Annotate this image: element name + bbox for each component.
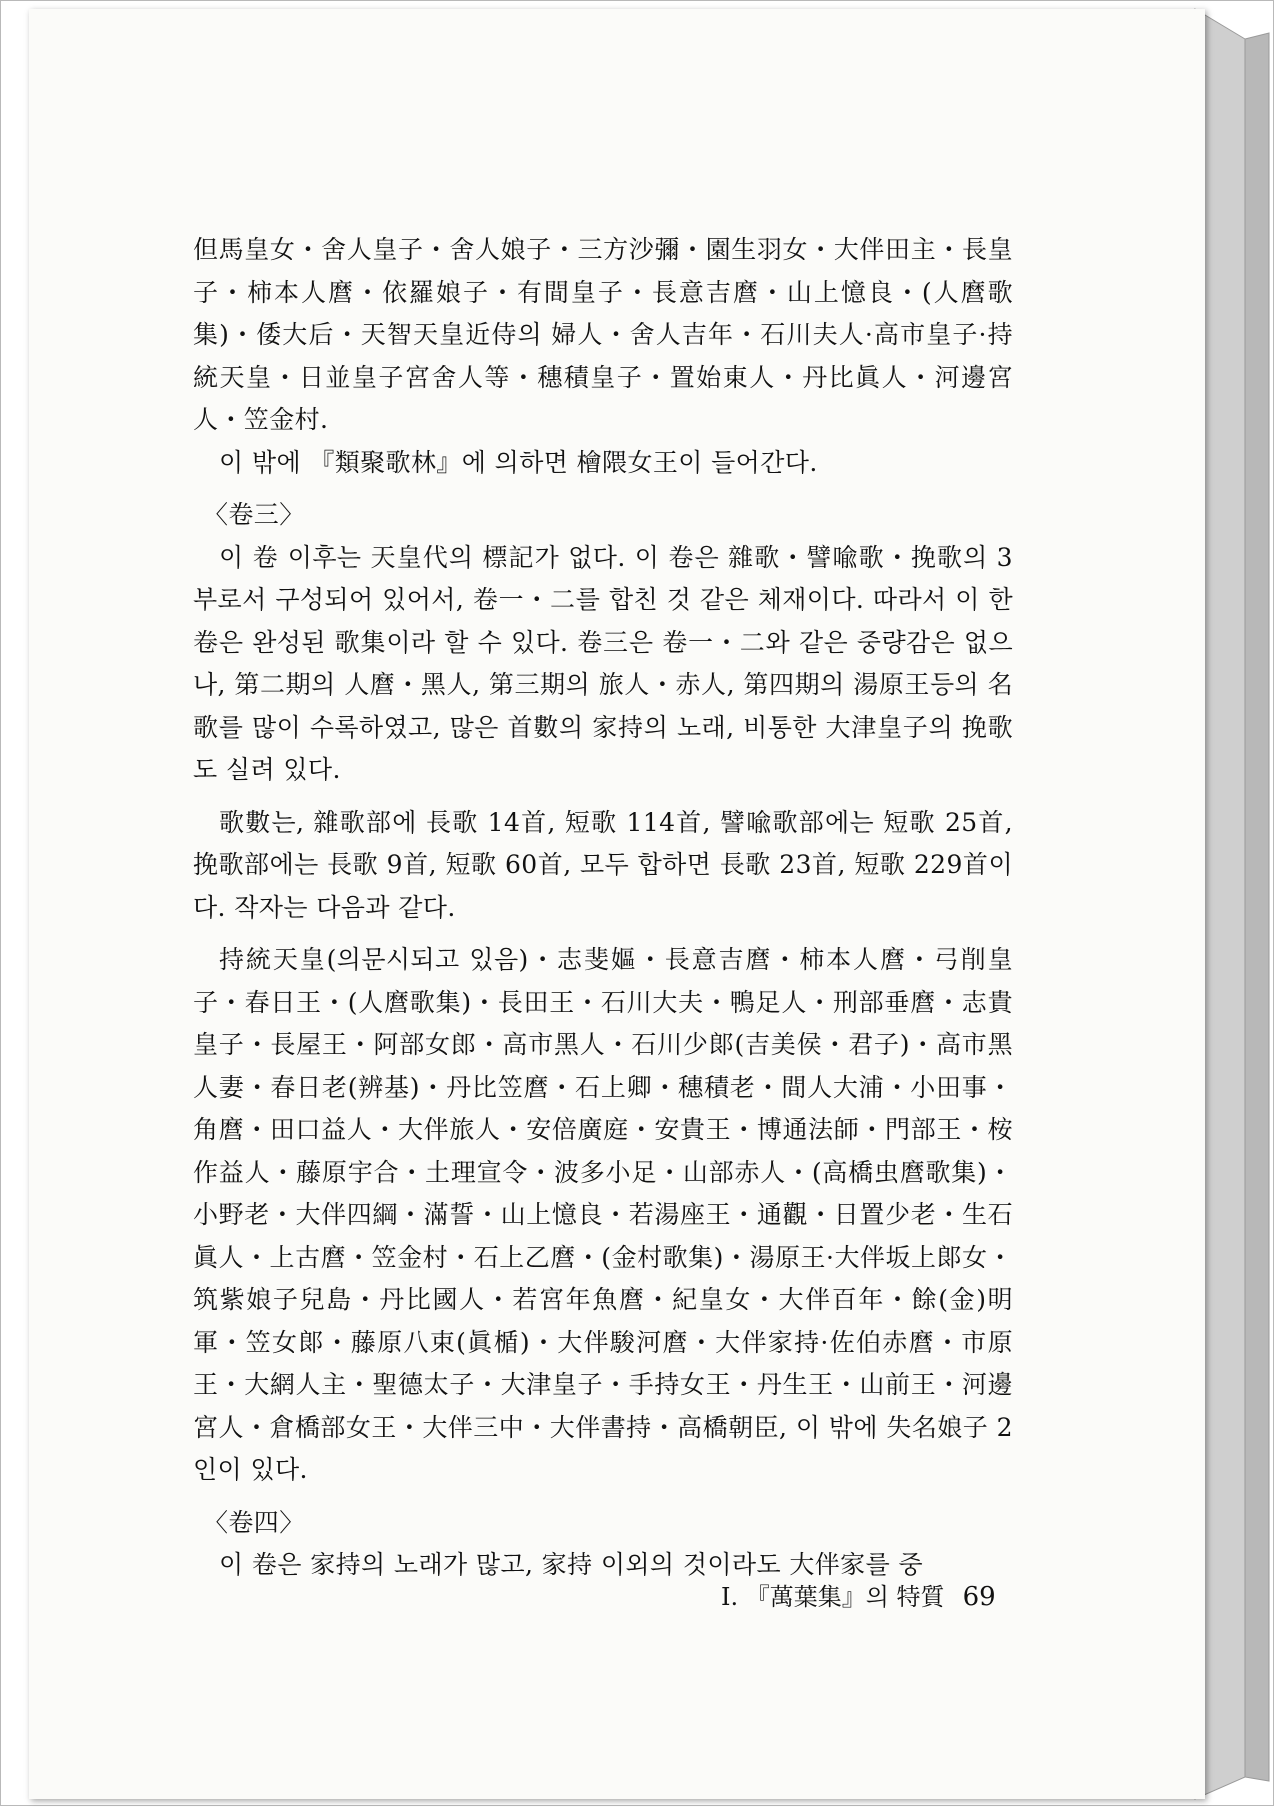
paragraph-author-list-vol2: 但馬皇女・舍人皇子・舍人娘子・三方沙彌・園生羽女・大伴田主・長皇子・柿本人麿・依羅娘子・有間皇子・長意吉麿・山上憶良・(人麿歌集)・倭大后・天智天皇近侍의 婦人・舍人吉年・石川夫人·高市皇子·持統天皇・日並皇子宮舍人等・穗積皇子・置始東人・丹比眞人・河邊宮人・笠金村. bbox=[193, 235, 1013, 434]
body-text bbox=[193, 229, 1013, 1587]
paragraph-author-list-vol3: 持統天皇(의문시되고 있음)・志斐嫗・長意吉麿・柿本人麿・弓削皇子・春日王・(人麿歌集)・長田王・石川大夫・鴨足人・刑部垂麿・志貴皇子・長屋王・阿部女郎・高市黑人・石川少郞(吉美侯・君子)・高市黑人妻・春日老(辨基)・丹比笠麿・石上卿・穗積老・間人大浦・小田事・角麿・田口益人・大伴旅人・安倍廣庭・安貴王・博通法師・門部王・桉作益人・藤原宇合・土理宣令・波多小足・山部赤人・(高橋虫麿歌集)・小野老・大伴四綱・滿誓・山上憶良・若湯座王・通觀・日置少老・生石眞人・上古麿・笠金村・石上乙麿・(金村歌集)・湯原王·大伴坂上郞女・筑紫娘子兒島・丹比國人・若宮年魚麿・紀皇女・大伴百年・餘(金)明軍・笠女郞・藤原八束(眞楯)・大伴駿河麿・大伴家持·佐伯赤麿・市原王・大網人主・聖德太子・大津皇子・手持女王・丹生王・山前王・河邊宮人・倉橋部女王・大伴三中・大伴書持・高橋朝臣, 이 밖에 失名娘子 2인이 있다. bbox=[193, 945, 1013, 1484]
heading-volume-3: 〈卷三〉 bbox=[203, 500, 305, 529]
paragraph-volume-3-song-counts: 歌數는, 雜歌部에 長歌 14首, 短歌 114首, 譬喩歌部에는 短歌 25首, 挽歌部에는 長歌 9首, 短歌 60首, 모두 합하면 長歌 23首, 短歌 229首이다. 작자는 다음과 같다. bbox=[193, 807, 1013, 922]
heading-volume-4: 〈卷四〉 bbox=[203, 1507, 305, 1537]
paragraph-ruijukarin-note: 이 밖에 『類聚歌林』에 의하면 檜隈女王이 들어간다. bbox=[219, 447, 818, 477]
paragraph-volume-3-description: 이 卷 이후는 天皇代의 標記가 없다. 이 卷은 雜歌・譬喩歌・挽歌의 3부로서 구성되어 있어서, 卷一・二를 합친 것 같은 체재이다. 따라서 이 한 卷은 완성된 歌集이라 할 수 있다. 卷三은 卷一・二와 같은 중량감은 없으나, 第二期의 人麿・黑人, 第三期의 旅人・赤人, 第四期의 湯原王등의 名歌를 많이 수록하였고, 많은 首數의 家持의 노래, 비통한 大津皇子의 挽歌도 실려 있다. bbox=[193, 542, 1013, 784]
paragraph-volume-4-description: 이 卷은 家持의 노래가 많고, 家持 이외의 것이라도 大伴家를 중 bbox=[219, 1550, 924, 1579]
page-number: 69 bbox=[962, 1582, 996, 1612]
page-footer bbox=[721, 1577, 1041, 1612]
running-footer-section: Ⅰ. 『萬葉集』의 特質 bbox=[721, 1583, 945, 1611]
